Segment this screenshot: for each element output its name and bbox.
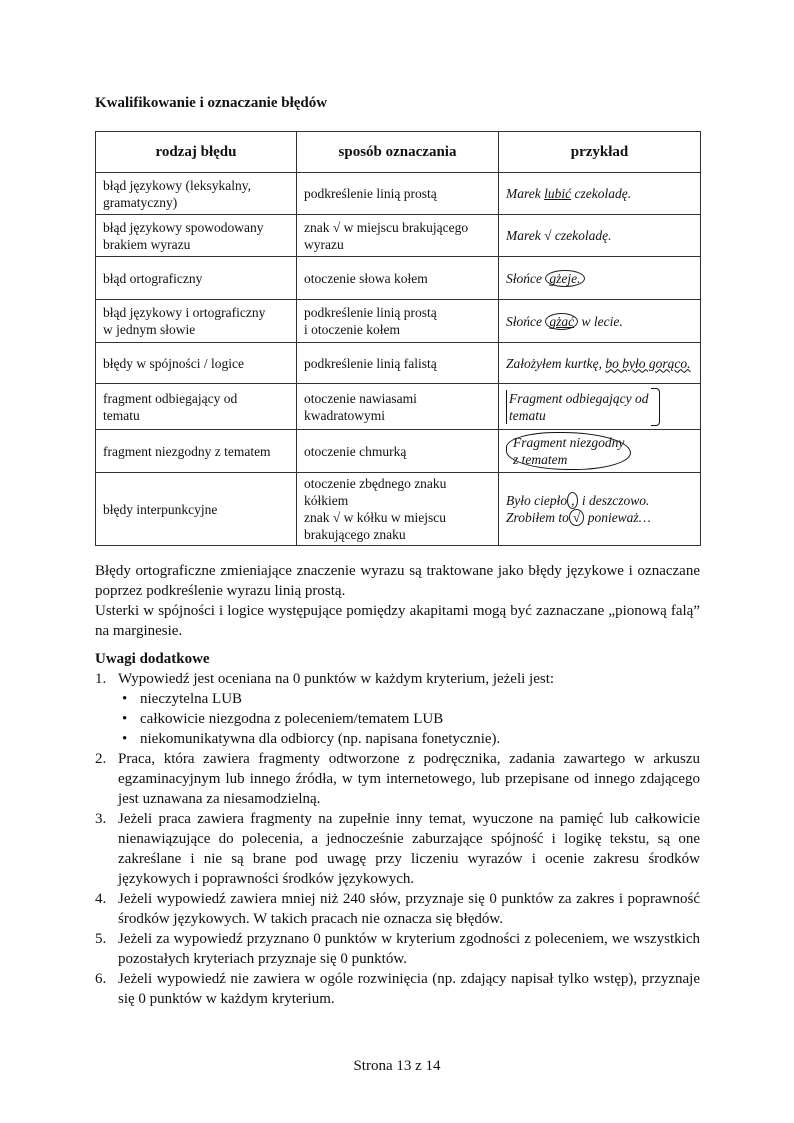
circled-word: gżeje. [545,270,584,287]
header-error-type: rodzaj błędu [96,132,297,173]
paragraph-spelling-errors: Błędy ortograficzne zmieniające znaczenie wyrazu są traktowane jako błędy językowe i oznaczane poprzez podkreślenie wyrazu linią prostą. [95,563,700,599]
example-cell [499,384,701,430]
example-cell: Marek √ czekoladę. [499,215,701,257]
example-cell: Słońce gżać w lecie. [499,300,701,343]
example-cell: Założyłem kurtkę, bo było gorąco. [499,343,701,384]
square-bracketed-fragment: Fragment odbiegający od tematu [506,390,660,424]
underlined-word: lubić [544,186,572,201]
error-type-cell: fragment niezgodny z tematem [96,430,297,473]
bullet-list [118,689,700,749]
list-item: 1. Wypowiedź jest oceniana na 0 punktów w każdym kryterium, jeżeli jest: • nieczytelna LUB • całkowicie niezgodna z poleceniem/tematem LUB • niekomunikatywna dla odbiorcy (np. napisana fonetycznie). [95,669,700,749]
list-item: 5. Jeżeli za wypowiedź przyznano 0 punktów w kryterium zgodności z poleceniem, we wszystkich pozostałych kryteriach przyznaje się 0 punktów. [95,931,700,967]
table-row [96,300,701,343]
error-type-cell: błędy w spójności / logice [96,343,297,384]
list-item: 4. Jeżeli wypowiedź zawiera mniej niż 240 słów, przyznaje się 0 punktów za zakres i poprawność środków językowych. W takich pracach nie oznacza się błędów. [95,891,700,927]
wavy-underlined-phrase: bo było gorąco. [605,355,691,371]
marking-cell: otoczenie zbędnego znaku kółkiem znak √ w kółku w miejscu brakującego znaku [297,473,499,546]
list-item: 6. Jeżeli wypowiedź nie zawiera w ogóle rozwinięcia (np. zdający napisał tylko wstęp), przyznaje się 0 punktów w każdym kryterium. [95,971,700,1007]
notes-title: Uwagi dodatkowe [95,651,210,667]
header-marking-method: sposób oznaczania [297,132,499,173]
bullet-item: • całkowicie niezgodna z poleceniem/tematem LUB [118,709,700,729]
table-row [96,215,701,257]
marking-cell: podkreślenie linią prostą i otoczenie kołem [297,300,499,343]
example-cell: Marek lubić czekoladę. [499,173,701,215]
marking-cell: podkreślenie linią falistą [297,343,499,384]
table-header-row [96,132,701,173]
table-row [96,257,701,300]
error-type-cell: fragment odbiegający od tematu [96,384,297,430]
table-row [96,473,701,546]
section-heading: Kwalifikowanie i oznaczanie błędów [95,95,328,111]
error-type-cell: błąd językowy i ortograficzny w jednym słowie [96,300,297,343]
table-row [96,343,701,384]
error-type-cell: błąd językowy spowodowany brakiem wyrazu [96,215,297,257]
circled-underlined-word: gżać [545,313,578,330]
table-row [96,384,701,430]
marking-cell: otoczenie nawiasami kwadratowymi [297,384,499,430]
error-marking-table [95,131,701,546]
marking-cell: otoczenie słowa kołem [297,257,499,300]
bullet-item: • nieczytelna LUB [118,689,700,709]
marking-cell: otoczenie chmurką [297,430,499,473]
marking-cell: znak √ w miejscu brakującego wyrazu [297,215,499,257]
error-type-cell: błąd ortograficzny [96,257,297,300]
list-item: 2. Praca, która zawiera fragmenty odtworzone z podręcznika, zadania zawartego w arkuszu egzaminacyjnym lub innego źródła, w tym internetowego, lub przepisane od innego zdającego jest uznawana za niesamodzielną. [95,751,700,807]
cloud-marked-fragment: Fragment niezgodny z tematem [506,432,631,470]
error-type-cell: błędy interpunkcyjne [96,473,297,546]
circled-comma: , [567,492,578,509]
table-row [96,430,701,473]
bullet-item: • niekomunikatywna dla odbiorcy (np. napisana fonetycznie). [118,729,700,749]
table-row [96,173,701,215]
page-number: Strona 13 z 14 [353,1058,441,1074]
example-cell: Słońce gżeje. [499,257,701,300]
notes-list [95,669,700,1009]
example-cell: Było ciepło , i deszczowo. Zrobiłem to √ ponieważ… [499,473,701,546]
example-cell [499,430,701,473]
list-item: 3. Jeżeli praca zawiera fragmenty na zupełnie inny temat, wyuczone na pamięć lub całkowicie nienawiązujące do polecenia, a jednocześnie zaburzające spójność i logikę tekstu, są one zakreślane i nie są brane pod uwagę przy liczeniu wyrazów i ocenie zakresu środków językowych i poprawności środków językowych. [95,811,700,887]
marking-cell: podkreślenie linią prostą [297,173,499,215]
header-example: przykład [499,132,701,173]
paragraph-coherence-errors: Usterki w spójności i logice występujące pomiędzy akapitami mogą być zaznaczane „pionową falą” na marginesie. [95,603,700,639]
error-type-cell: błąd językowy (leksykalny, gramatyczny) [96,173,297,215]
circled-check-mark: √ [569,509,584,526]
